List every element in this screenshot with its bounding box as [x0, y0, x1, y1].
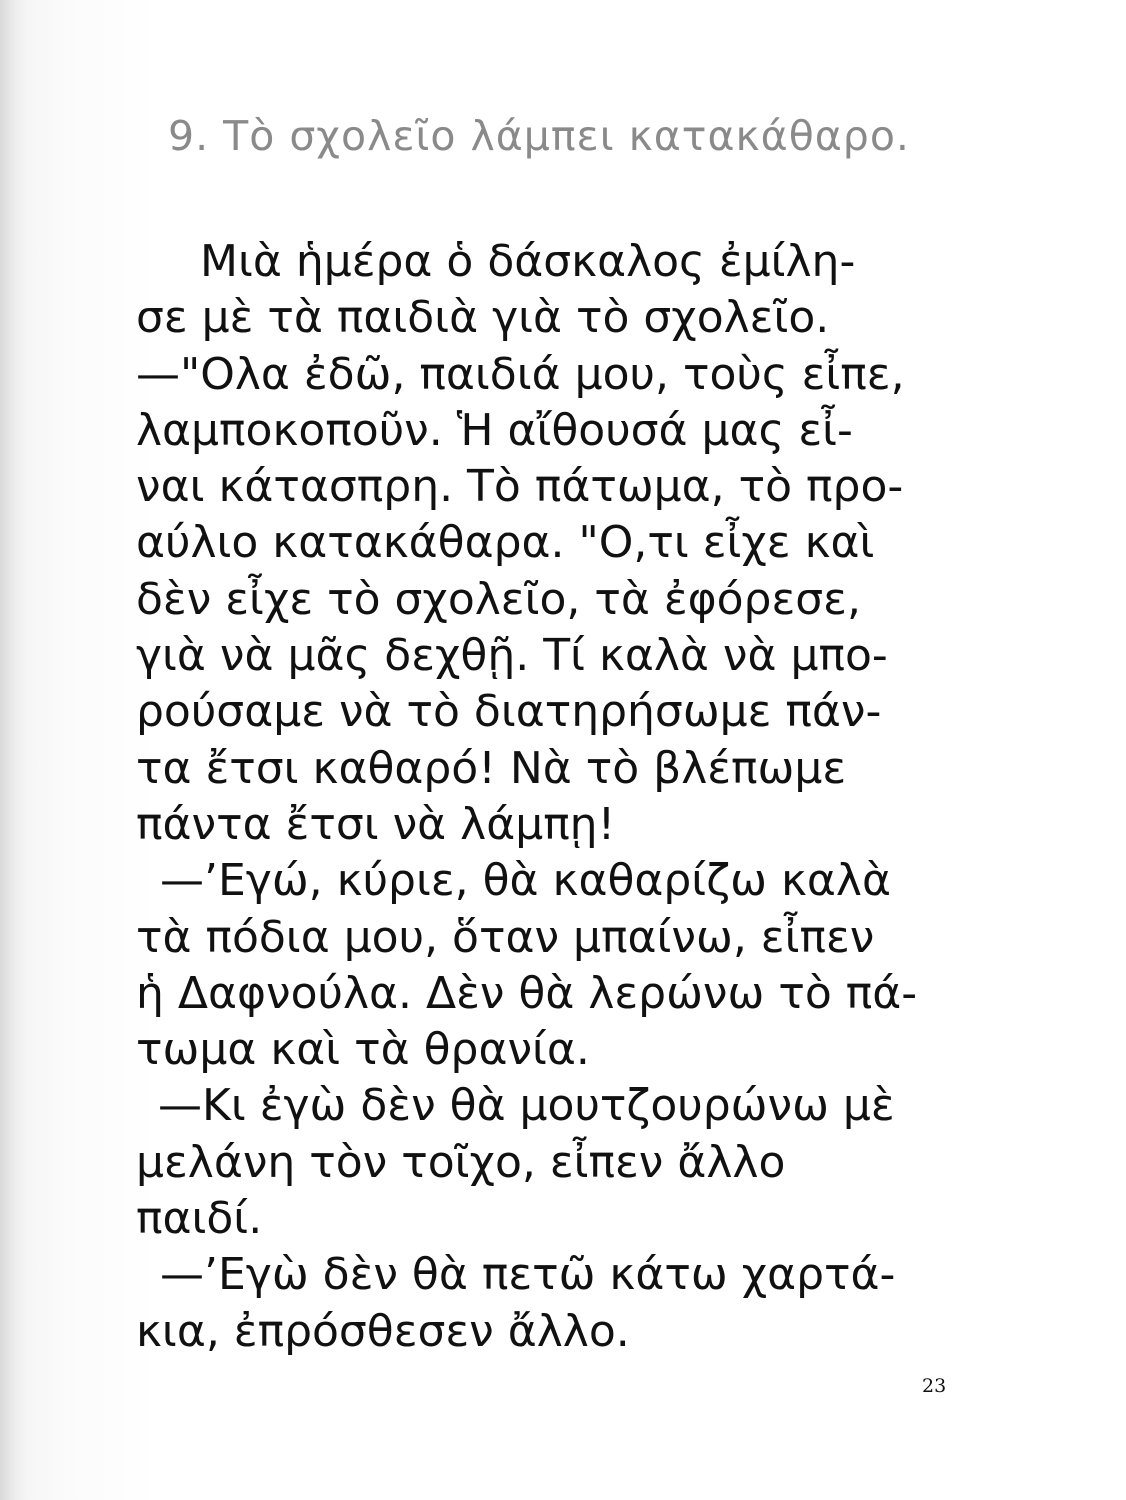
text-line: μελάνη τὸν τοῖχο, εἶπεν ἄλλο: [136, 1136, 786, 1188]
text-line: ἡ Δαφνούλα. Δὲν θὰ λερώνω τὸ πά-: [136, 967, 918, 1019]
text-line: παιδί.: [136, 1193, 263, 1245]
text-line: —’Εγώ, κύριε, θὰ καθαρίζω καλὰ: [160, 855, 891, 907]
text-line: αύλιο κατακάθαρα. "Ο,τι εἶχε καὶ: [136, 517, 875, 569]
text-line: —Κι ἐγὼ δὲν θὰ μουτζουρώνω μὲ: [158, 1080, 895, 1132]
text-line: τὰ πόδια μου, ὅταν μπαίνω, εἶπεν: [136, 911, 875, 963]
page-binding-shadow: [0, 0, 28, 1500]
text-line: λαμποκοποῦν. Ἡ αἴθουσά μας εἶ-: [136, 404, 853, 456]
text-line: τωμα καὶ τὰ θρανία.: [136, 1024, 590, 1076]
text-line: σε μὲ τὰ παιδιὰ γιὰ τὸ σχολεῖο.: [136, 292, 830, 344]
text-line: δὲν εἶχε τὸ σχολεῖο, τὰ ἐφόρεσε,: [136, 573, 861, 625]
page-number: 23: [922, 1375, 947, 1397]
chapter-title: 9. Τὸ σχολεῖο λάμπει κατακάθαρο.: [168, 112, 910, 160]
text-line: ρούσαμε νὰ τὸ διατηρήσωμε πάν-: [136, 686, 882, 738]
text-line: Μιὰ ἡμέρα ὁ δάσκαλος ἐμίλη-: [200, 236, 856, 287]
text-line: ναι κάτασπρη. Τὸ πάτωμα, τὸ προ-: [136, 461, 904, 513]
text-line: —’Εγὼ δὲν θὰ πετῶ κάτω χαρτά-: [160, 1249, 896, 1301]
text-line: γιὰ νὰ μᾶς δεχθῇ. Τί καλὰ νὰ μπο-: [136, 630, 888, 682]
text-line: πάντα ἔτσι νὰ λάμπῃ!: [136, 798, 616, 850]
text-line: τα ἔτσι καθαρό! Νὰ τὸ βλέπωμε: [136, 742, 847, 794]
text-line: κια, ἐπρόσθεσεν ἄλλο.: [136, 1305, 630, 1357]
text-line: —"Ολα ἐδῶ, παιδιά μου, τοὺς εἶπε,: [136, 348, 905, 400]
body-text: [136, 234, 976, 1360]
